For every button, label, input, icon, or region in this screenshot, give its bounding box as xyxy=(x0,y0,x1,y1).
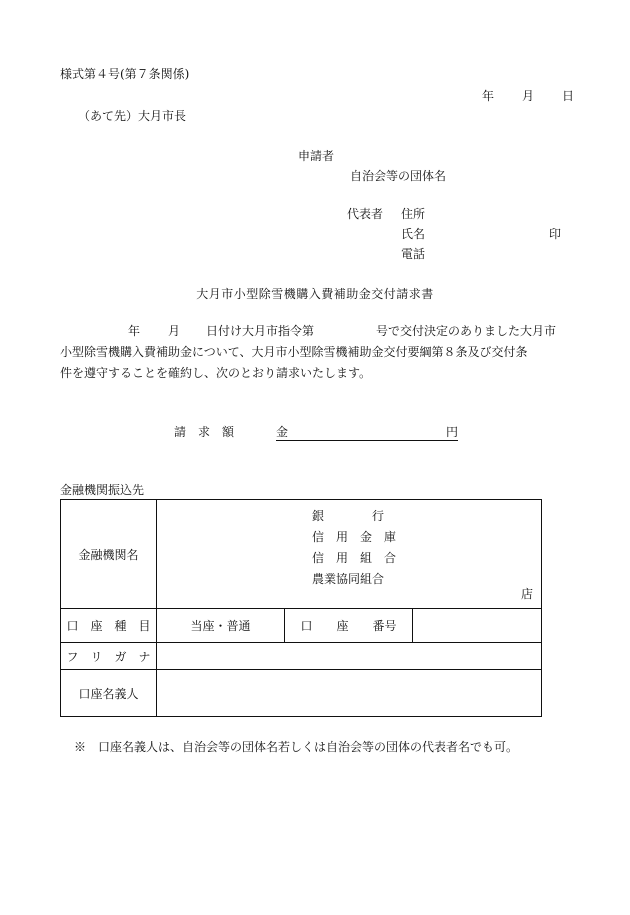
body-line-2: 小型除雪機購入費補助金について、大月市小型除雪機補助金交付要綱第８条及び交付条 xyxy=(60,345,528,359)
phone-label: 電話 xyxy=(401,247,426,261)
furigana-field[interactable] xyxy=(157,643,542,670)
applicant-label: 申請者 xyxy=(298,149,335,163)
addressee: （あて先）大月市長 xyxy=(78,109,187,123)
date-day-label: 日 xyxy=(562,89,575,103)
date-year-label: 年 xyxy=(482,89,495,103)
institution-types xyxy=(312,506,396,590)
body-line-3: 件を遵守することを確約し、次のとおり請求いたします。 xyxy=(60,366,372,380)
address-label: 住所 xyxy=(401,207,426,221)
claim-amount-underline xyxy=(276,424,458,441)
footnote: ※ 口座名義人は、自治会等の団体名若しくは自治会等の団体の代表者名でも可。 xyxy=(74,740,519,754)
form-number: 様式第４号(第７条関係) xyxy=(60,67,190,81)
account-holder-label: 口座名義人 xyxy=(61,670,157,717)
seal-mark: 印 xyxy=(549,227,562,241)
document-title: 大月市小型除雪機購入費補助金交付請求書 xyxy=(196,287,434,301)
account-number-field[interactable] xyxy=(413,609,542,643)
body-dated-segment: 日付け大月市指令第 xyxy=(206,324,315,338)
claim-amount-suffix: 円 xyxy=(446,425,459,439)
institution-type-shinkin: 信 用 金 庫 xyxy=(312,530,397,544)
bank-section-title: 金融機関振込先 xyxy=(60,483,145,497)
claim-amount-prefix: 金 xyxy=(276,425,289,439)
name-label: 氏名 xyxy=(401,227,426,241)
account-type-value[interactable]: 当座・普通 xyxy=(157,609,285,643)
institution-name-label: 金融機関名 xyxy=(61,500,157,609)
org-name-label: 自治会等の団体名 xyxy=(350,169,447,183)
date-month-label: 月 xyxy=(522,89,535,103)
account-number-label: 口 座 番号 xyxy=(285,609,413,643)
account-holder-field[interactable] xyxy=(157,670,542,717)
bank-transfer-table xyxy=(60,499,542,717)
body-month: 月 xyxy=(168,324,181,338)
furigana-label: フ リ ガ ナ xyxy=(61,643,157,670)
account-type-label: 口 座 種 目 xyxy=(61,609,157,643)
institution-name-cell[interactable] xyxy=(157,500,542,609)
institution-type-credit-union: 信 用 組 合 xyxy=(312,551,397,565)
institution-type-agri-coop: 農業協同組合 xyxy=(312,572,385,586)
branch-label: 店 xyxy=(521,587,534,601)
claim-amount-label: 請 求 額 xyxy=(174,425,235,439)
body-number-segment: 号で交付決定のありました大月市 xyxy=(376,324,557,338)
representative-label: 代表者 xyxy=(347,207,384,221)
body-year: 年 xyxy=(128,324,141,338)
institution-type-bank: 銀 行 xyxy=(312,509,385,523)
